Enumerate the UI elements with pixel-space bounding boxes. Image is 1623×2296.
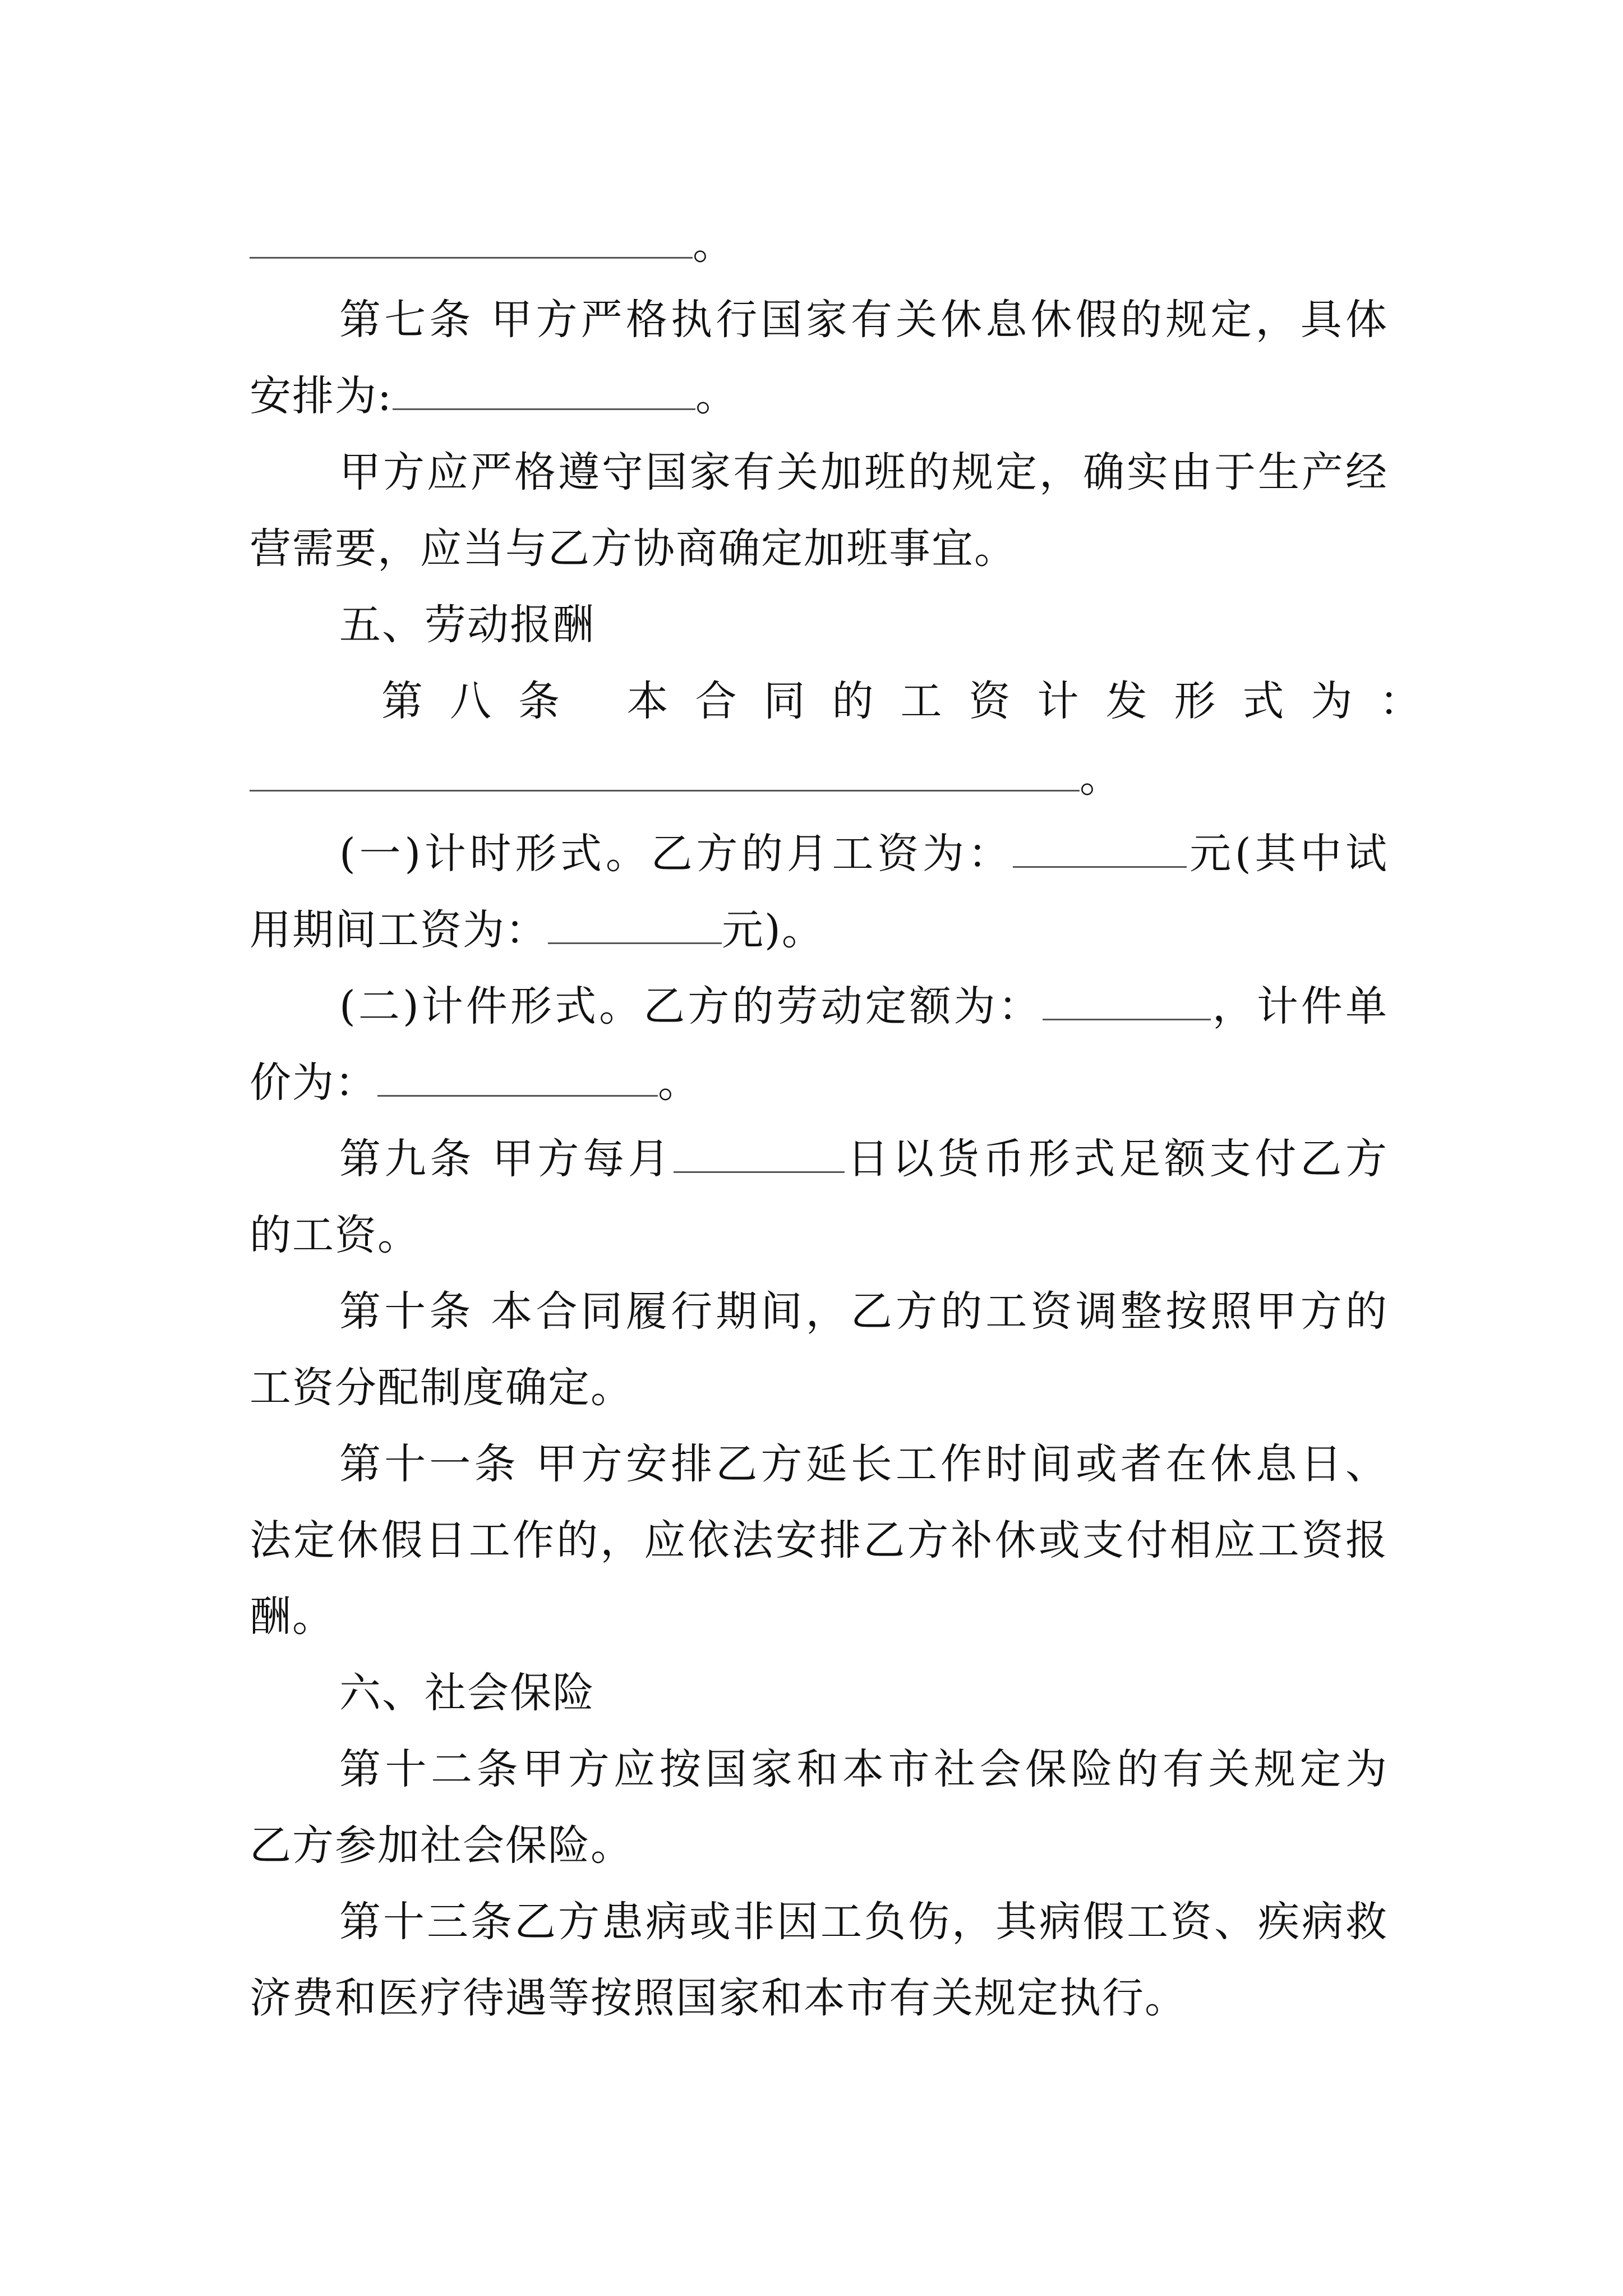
piece-based-line-2: 价为： 。 [250,1059,700,1107]
overtime-line-1: 甲方应严格遵守国家有关加班的规定，确实由于生产经 [339,448,1388,496]
article-9-line-1: 第九条 甲方每月 日以货币形式足额支付乙方 [339,1135,1388,1183]
continuation-line: 。 [250,217,1388,273]
overtime-line-2: 营需要，应当与乙方协商确定加班事宜。 [250,524,1017,573]
time-based-line-1: (一)计时形式。乙方的月工资为： 元(其中试 [339,830,1388,878]
monthly-wage-blank [1013,832,1187,868]
labor-quota-blank [1043,985,1211,1020]
section-6-heading: 六、社会保险 [339,1669,595,1717]
article-10-line-1: 第十条 本合同履行期间，乙方的工资调整按照甲方的 [339,1287,1388,1336]
article-9-line-2: 的工资。 [250,1211,420,1259]
article-8-line-2: 。 [250,749,1388,806]
unit-price-blank [377,1061,658,1097]
time-based-line-2: 用期间工资为： 元)。 [250,906,824,954]
article-7-line-2: 安排为: 。 [250,372,738,420]
article-13-line-1: 第十三条乙方患病或非因工负伤，其病假工资、疾病救 [339,1898,1388,1946]
article-12-line-2: 乙方参加社会保险。 [250,1821,633,1870]
article-12-line-1: 第十二条甲方应按国家和本市社会保险的有关规定为 [339,1745,1388,1793]
article-8-line-1: 第八条 本合同的工资计发形式为： [381,677,1448,725]
article-7-line-1: 第七条 甲方严格执行国家有关休息休假的规定，具体 [339,296,1388,344]
fill-blank [250,223,693,259]
piece-based-line-1: (二)计件形式。乙方的劳动定额为： ，计件单 [339,982,1388,1030]
rest-arrangement-blank [393,375,695,410]
article-11-line-3: 酬。 [250,1593,335,1641]
pay-form-blank [250,756,1080,792]
article-13-line-2: 济费和医疗待遇等按照国家和本市有关规定执行。 [250,1974,1187,2022]
article-11-line-2: 法定休假日工作的，应依法安排乙方补休或支付相应工资报 [250,1516,1388,1565]
article-11-line-1: 第十一条 甲方安排乙方延长工作时间或者在休息日、 [339,1440,1388,1488]
section-5-heading: 五、劳动报酬 [339,601,595,649]
probation-wage-blank [548,909,722,944]
pay-day-blank [674,1138,845,1173]
article-10-line-2: 工资分配制度确定。 [250,1364,633,1412]
